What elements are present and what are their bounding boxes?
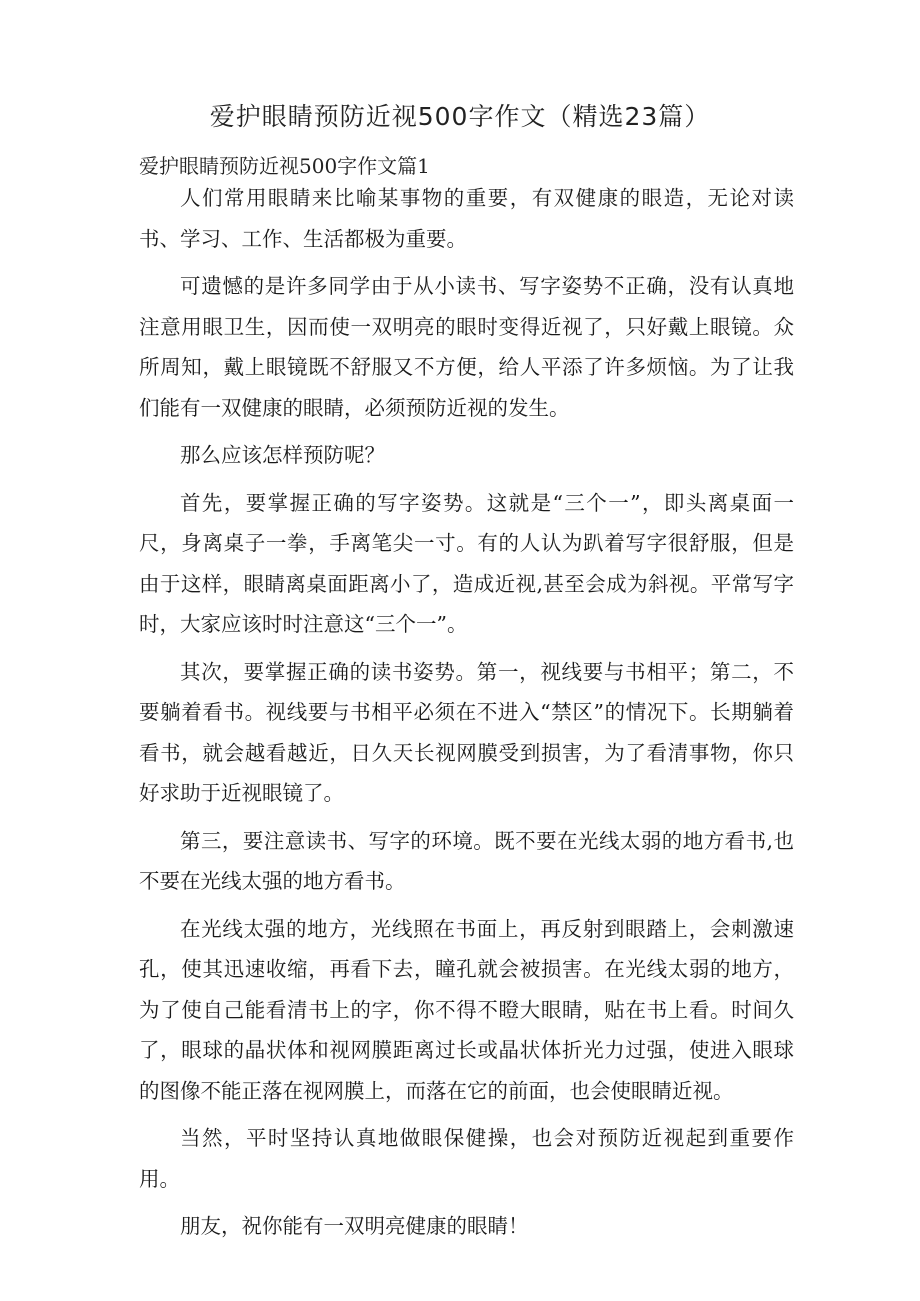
paragraph-4: 首先，要掌握正确的写字姿势。这就是“三个一”，即头离桌面一尺，身离桌子一拳，手离笔尖一寸。有的人认为趴着写字很舒服，但是由于这样，眼睛离桌面距离小了，造成近视,甚至会成为斜视。平常写字时，大家应该时时注意这“三个一”。 bbox=[139, 490, 794, 636]
paragraph-1: 人们常用眼睛来比喻某事物的重要，有双健康的眼造，无论对读书、学习、工作、生活都极为重要。 bbox=[139, 186, 794, 251]
paragraph-6: 第三，要注意读书、写字的环境。既不要在光线太弱的地方看书,也不要在光线太强的地方看书。 bbox=[139, 828, 794, 893]
paragraph-5: 其次，要掌握正确的读书姿势。第一，视线要与书相平；第二，不要躺着看书。视线要与书相平必须在不进入“禁区”的情况下。长期躺着看书，就会越看越近，日久天长视网膜受到损害，为了看清事物，你只好求助于近视眼镜了。 bbox=[139, 659, 794, 805]
paragraph-7: 在光线太强的地方，光线照在书面上，再反射到眼踏上，会刺激速孔，使其迅速收缩，再看下去，瞳孔就会被损害。在光线太弱的地方，为了使自己能看清书上的字，你不得不瞪大眼睛，贴在书上看。时间久了，眼球的晶状体和视网膜距离过长或晶状体折光力过强，使进入眼球的图像不能正落在视网膜上，而落在它的前面，也会使眼睛近视。 bbox=[139, 916, 794, 1103]
paragraph-3: 那么应该怎样预防呢？ bbox=[180, 443, 385, 467]
paragraph-8: 当然，平时坚持认真地做眼保健操，也会对预防近视起到重要作用。 bbox=[139, 1126, 794, 1191]
document-title: 爱护眼睛预防近视500字作文（精选23篇） bbox=[209, 102, 711, 131]
paragraph-9: 朋友，祝你能有一双明亮健康的眼睛！ bbox=[180, 1214, 529, 1238]
body-text bbox=[139, 178, 794, 1254]
section-heading: 爱护眼睛预防近视500字作文篇1 bbox=[139, 154, 430, 178]
paragraph-2: 可遗憾的是许多同学由于从小读书、写字姿势不正确，没有认真地注意用眼卫生，因而使一双明亮的眼时变得近视了，只好戴上眼镜。众所周知，戴上眼镜既不舒服又不方便，给人平添了许多烦恼。为了让我们能有一双健康的眼睛，必须预防近视的发生。 bbox=[139, 274, 794, 420]
